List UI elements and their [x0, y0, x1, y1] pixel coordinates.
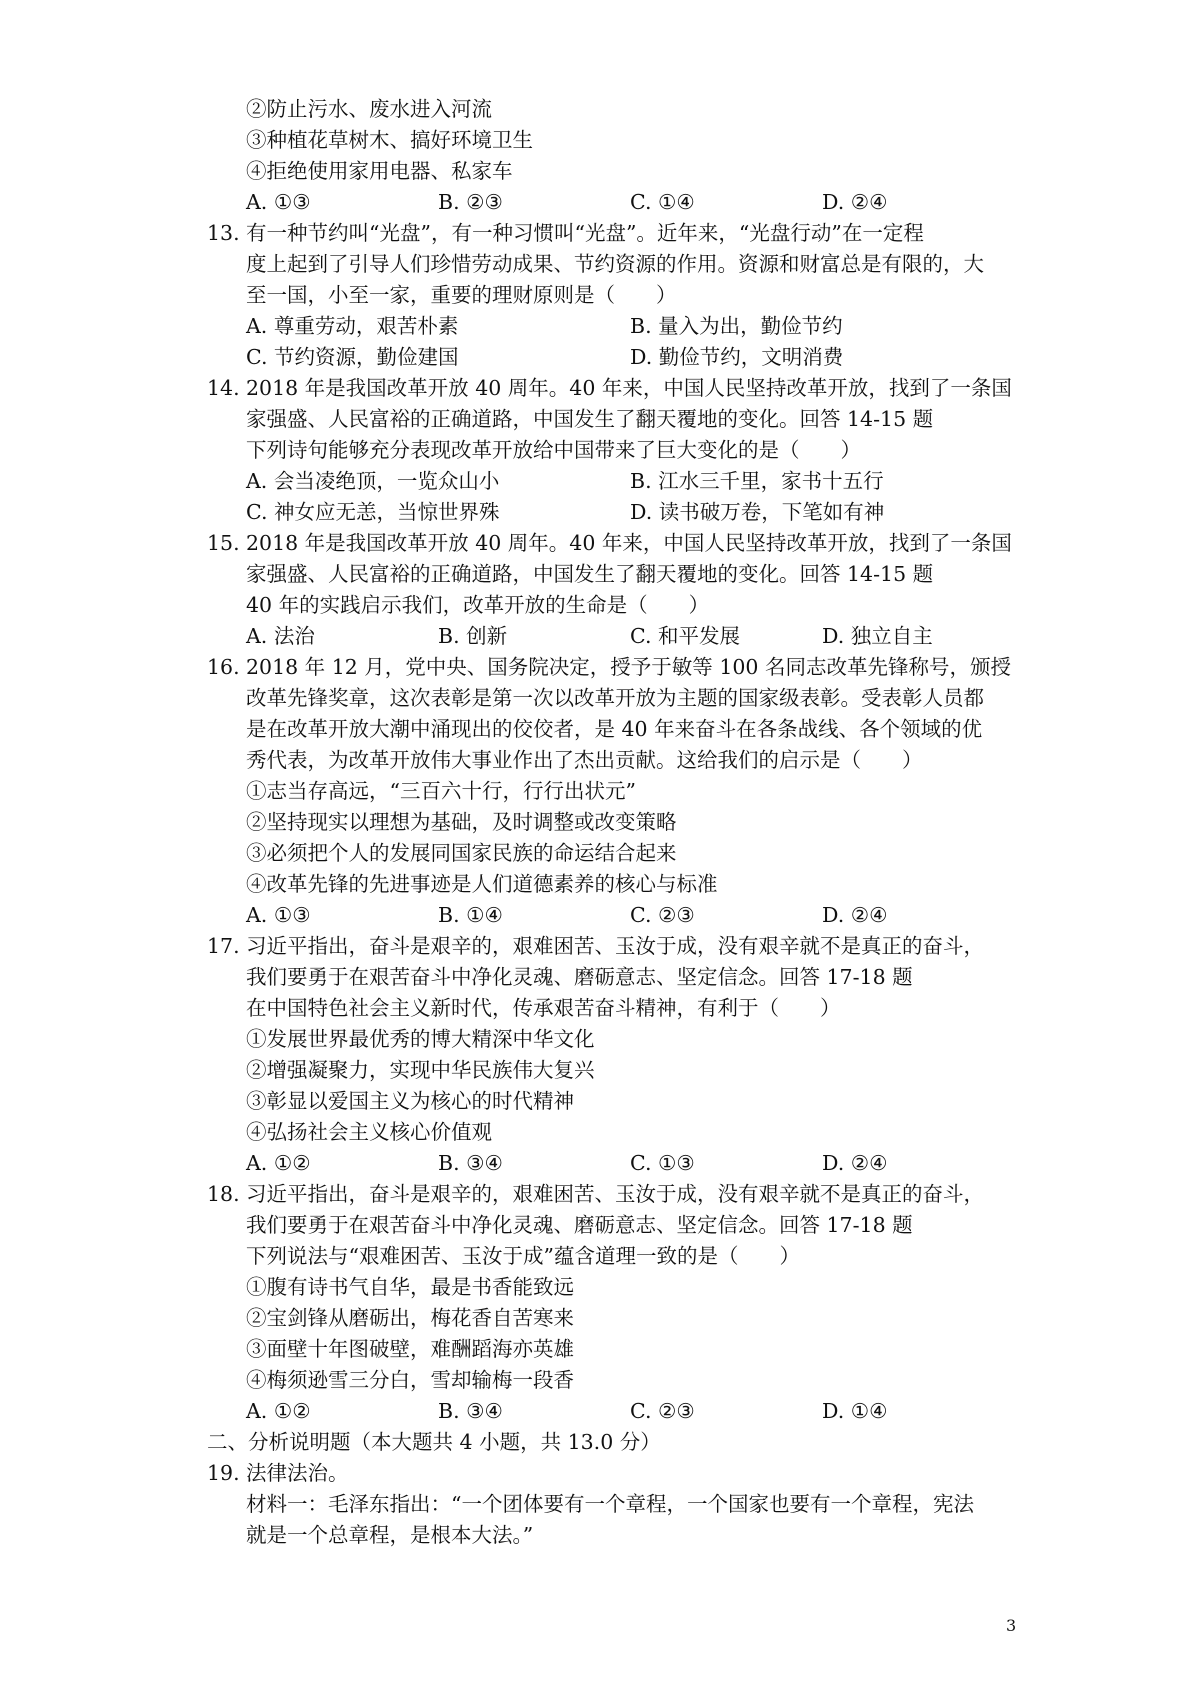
- text-line: 家强盛、人民富裕的正确道路，中国发生了翻天覆地的变化。回答 14-15 题: [246, 562, 934, 586]
- answer-option: D. 独立自主: [822, 624, 933, 648]
- text-line: 我们要勇于在艰苦奋斗中净化灵魂、磨砺意志、坚定信念。回答 17-18 题: [246, 965, 913, 989]
- answer-option: D. ②④: [822, 190, 888, 214]
- text-line: 习近平指出，奋斗是艰辛的，艰难困苦、玉汝于成，没有艰辛就不是真正的奋斗，: [246, 1182, 984, 1206]
- text-line: ③种植花草树木、搞好环境卫生: [246, 128, 533, 152]
- text-line: ②坚持现实以理想为基础，及时调整或改变策略: [246, 810, 677, 834]
- text-line: 40 年的实践启示我们，改革开放的生命是（ ）: [246, 593, 710, 617]
- answer-option: A. ①②: [246, 1151, 311, 1175]
- answer-option: C. 节约资源，勤俭建国: [246, 345, 459, 369]
- answer-option: B. ①④: [438, 903, 503, 927]
- text-line: ①腹有诗书气自华，最是书香能致远: [246, 1275, 574, 1299]
- question-number: 19.: [207, 1461, 240, 1485]
- text-line: 法律法治。: [246, 1461, 349, 1485]
- answer-option: D. ①④: [822, 1399, 888, 1423]
- text-line: 材料一：毛泽东指出：“一个团体要有一个章程，一个国家也要有一个章程，宪法: [246, 1492, 974, 1516]
- text-line: 至一国，小至一家，重要的理财原则是（ ）: [246, 283, 677, 307]
- text-line: 是在改革开放大潮中涌现出的佼佼者，是 40 年来奋斗在各条战线、各个领域的优: [246, 717, 983, 741]
- answer-option: A. 尊重劳动，艰苦朴素: [246, 314, 459, 338]
- text-line: 习近平指出，奋斗是艰辛的，艰难困苦、玉汝于成，没有艰辛就不是真正的奋斗，: [246, 934, 984, 958]
- answer-option: A. 法治: [246, 624, 315, 648]
- text-line: 家强盛、人民富裕的正确道路，中国发生了翻天覆地的变化。回答 14-15 题: [246, 407, 934, 431]
- text-line: ③彰显以爱国主义为核心的时代精神: [246, 1089, 574, 1113]
- answer-option: C. ②③: [630, 903, 695, 927]
- answer-option: B. 量入为出，勤俭节约: [630, 314, 843, 338]
- answer-option: D. 读书破万卷，下笔如有神: [630, 500, 885, 524]
- answer-option: A. ①③: [246, 903, 311, 927]
- question-number: 18.: [207, 1182, 240, 1206]
- question-number: 13.: [207, 221, 240, 245]
- answer-option: C. 神女应无恙，当惊世界殊: [246, 500, 500, 524]
- text-line: ②防止污水、废水进入河流: [246, 97, 492, 121]
- text-line: 我们要勇于在艰苦奋斗中净化灵魂、磨砺意志、坚定信念。回答 17-18 题: [246, 1213, 913, 1237]
- answer-option: C. ①④: [630, 190, 695, 214]
- answer-option: C. ①③: [630, 1151, 695, 1175]
- question-number: 17.: [207, 934, 240, 958]
- question-number: 二、分析说明题（本大题共 4 小题，共 13.0 分）: [207, 1430, 661, 1454]
- answer-option: B. ③④: [438, 1399, 503, 1423]
- text-line: ③面壁十年图破壁，难酬蹈海亦英雄: [246, 1337, 574, 1361]
- answer-option: B. ②③: [438, 190, 503, 214]
- question-number: 15.: [207, 531, 240, 555]
- answer-option: A. 会当凌绝顶，一览众山小: [246, 469, 500, 493]
- text-line: 就是一个总章程，是根本大法。”: [246, 1523, 534, 1547]
- answer-option: B. 创新: [438, 624, 508, 648]
- text-line: ③必须把个人的发展同国家民族的命运结合起来: [246, 841, 677, 865]
- text-line: 2018 年是我国改革开放 40 周年。40 年来，中国人民坚持改革开放，找到了一条国: [246, 531, 1012, 555]
- text-line: 度上起到了引导人们珍惜劳动成果、节约资源的作用。资源和财富总是有限的，大: [246, 252, 984, 276]
- page-number: 3: [1006, 1616, 1017, 1635]
- text-line: 2018 年 12 月，党中央、国务院决定，授予于敏等 100 名同志改革先锋称号，颁授: [246, 655, 1011, 679]
- text-line: ②宝剑锋从磨砺出，梅花香自苦寒来: [246, 1306, 574, 1330]
- text-line: ④弘扬社会主义核心价值观: [246, 1120, 492, 1144]
- text-line: ①志当存高远，“三百六十行，行行出状元”: [246, 779, 636, 803]
- text-line: ④拒绝使用家用电器、私家车: [246, 159, 513, 183]
- answer-option: A. ①③: [246, 190, 311, 214]
- text-line: 2018 年是我国改革开放 40 周年。40 年来，中国人民坚持改革开放，找到了一条国: [246, 376, 1012, 400]
- answer-option: D. ②④: [822, 903, 888, 927]
- text-line: ④梅须逊雪三分白，雪却输梅一段香: [246, 1368, 574, 1392]
- answer-option: D. ②④: [822, 1151, 888, 1175]
- text-line: 秀代表，为改革开放伟大事业作出了杰出贡献。这给我们的启示是（ ）: [246, 748, 923, 772]
- answer-option: C. 和平发展: [630, 624, 740, 648]
- question-number: 16.: [207, 655, 240, 679]
- text-line: 下列说法与“艰难困苦、玉汝于成”蕴含道理一致的是（ ）: [246, 1244, 800, 1268]
- answer-option: D. 勤俭节约，文明消费: [630, 345, 844, 369]
- text-line: 下列诗句能够充分表现改革开放给中国带来了巨大变化的是（ ）: [246, 438, 861, 462]
- answer-option: B. ③④: [438, 1151, 503, 1175]
- text-line: ④改革先锋的先进事迹是人们道德素养的核心与标准: [246, 872, 718, 896]
- text-line: 在中国特色社会主义新时代，传承艰苦奋斗精神，有利于（ ）: [246, 996, 841, 1020]
- answer-option: B. 江水三千里，家书十五行: [630, 469, 884, 493]
- text-line: 有一种节约叫“光盘”，有一种习惯叫“光盘”。近年来，“光盘行动”在一定程: [246, 221, 924, 245]
- answer-option: A. ①②: [246, 1399, 311, 1423]
- question-number: 14.: [207, 376, 240, 400]
- text-line: ②增强凝聚力，实现中华民族伟大复兴: [246, 1058, 595, 1082]
- text-line: 改革先锋奖章，这次表彰是第一次以改革开放为主题的国家级表彰。受表彰人员都: [246, 686, 984, 710]
- answer-option: C. ②③: [630, 1399, 695, 1423]
- text-line: ①发展世界最优秀的博大精深中华文化: [246, 1027, 595, 1051]
